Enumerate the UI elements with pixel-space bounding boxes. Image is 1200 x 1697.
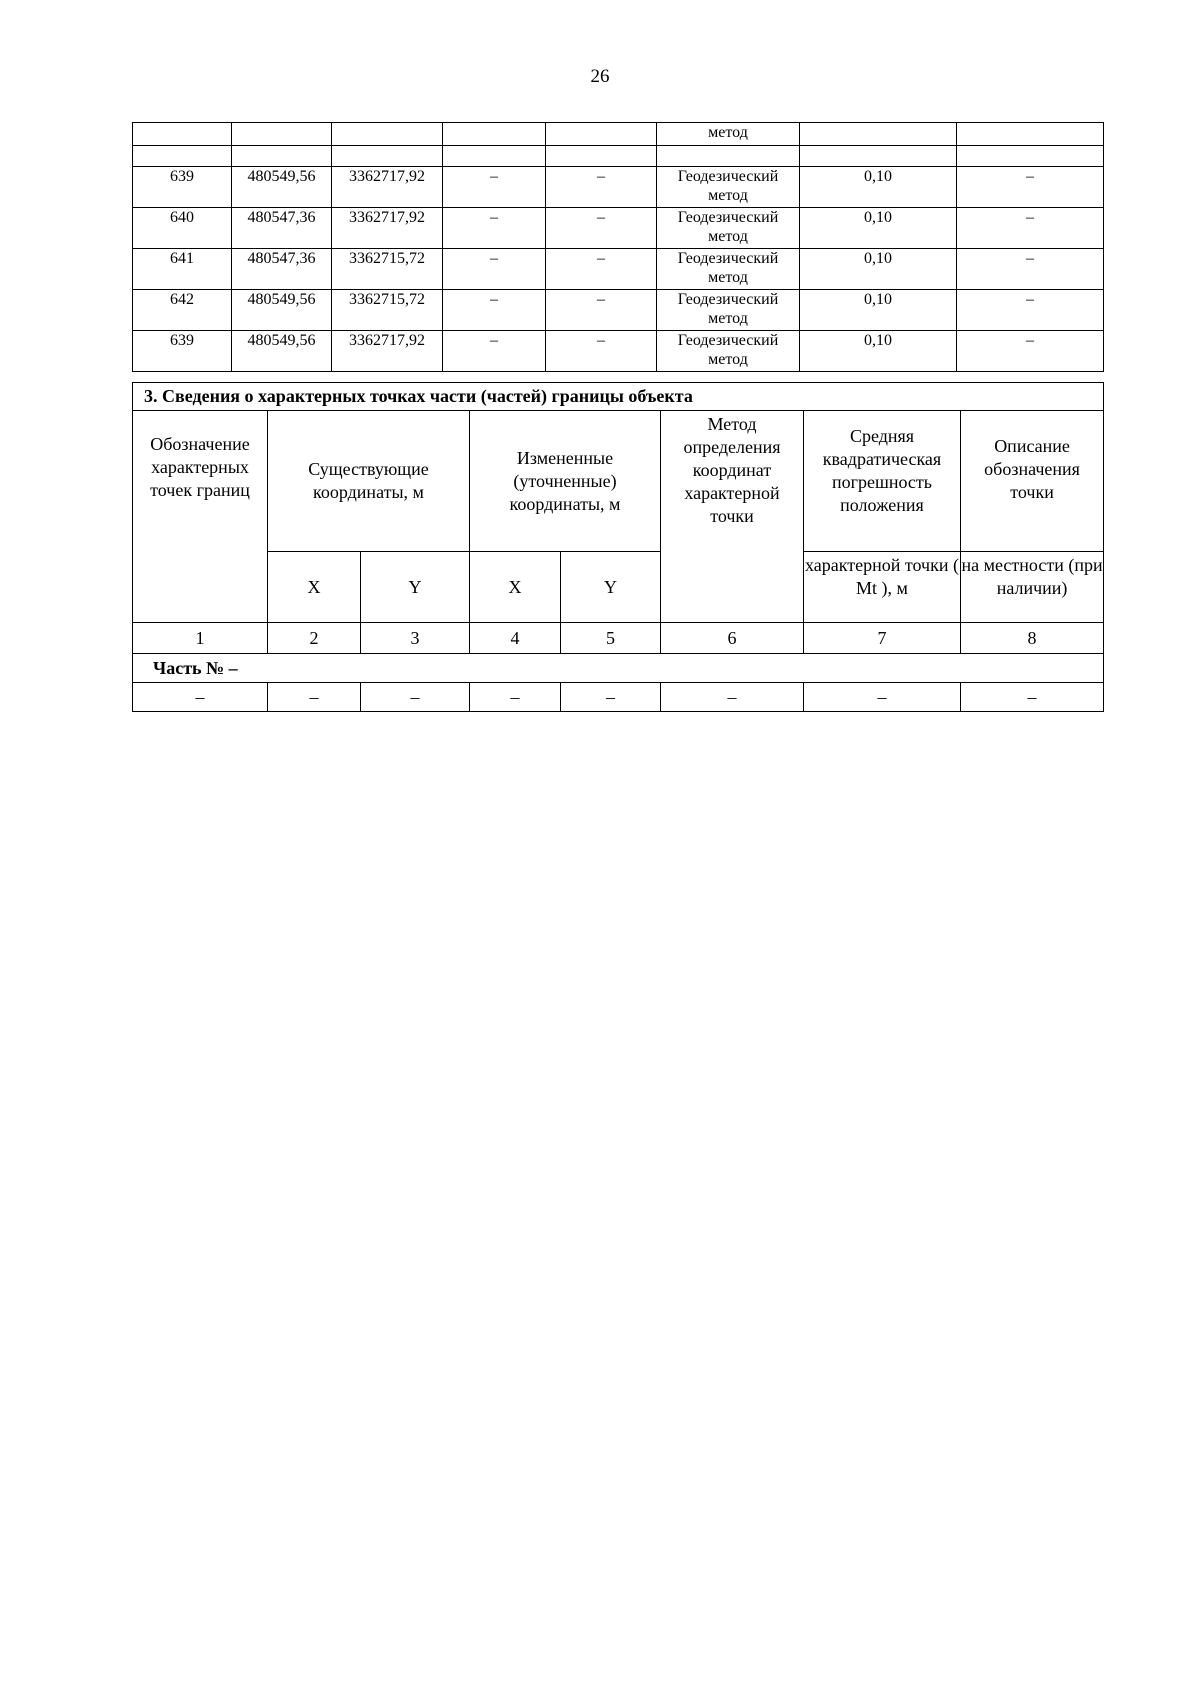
- page-number: 26: [590, 66, 610, 87]
- cell-x: 480547,36: [232, 208, 332, 249]
- table-row: [133, 208, 1104, 249]
- cell-point-number: 639: [133, 167, 232, 208]
- cell-x: 480549,56: [232, 167, 332, 208]
- cell-method-line-1: Геодезический: [677, 250, 779, 267]
- part-label: Часть № –: [133, 654, 1104, 683]
- table-row: [133, 683, 1104, 712]
- cell-method: [657, 331, 800, 372]
- column-number: 4: [470, 623, 561, 654]
- cell-description: –: [957, 249, 1104, 290]
- column-number: 6: [661, 623, 804, 654]
- cell-empty-value: –: [804, 683, 961, 712]
- header-y-changed: Y: [561, 552, 661, 623]
- cell-description: –: [957, 290, 1104, 331]
- cell-empty-value: –: [661, 683, 804, 712]
- cell-y: 3362715,72: [332, 290, 443, 331]
- cell-empty-value: –: [133, 683, 268, 712]
- header-y-existing: Y: [361, 552, 470, 623]
- header-existing-coords: Существующие координаты, м: [268, 411, 470, 552]
- header-mse-continued: характерной точки ( Mt ), м: [804, 552, 961, 623]
- column-number: 2: [268, 623, 361, 654]
- cell-empty-value: –: [561, 683, 661, 712]
- cell-mt: 0,10: [800, 249, 957, 290]
- cell-y: 3362717,92: [332, 167, 443, 208]
- header-description-continued: на местности (при наличии): [961, 552, 1104, 623]
- cell-y-changed: –: [546, 249, 657, 290]
- cell-mt: 0,10: [800, 167, 957, 208]
- cell-x-changed: –: [443, 167, 546, 208]
- cell-y: 3362715,72: [332, 249, 443, 290]
- column-number: 1: [133, 623, 268, 654]
- cell-empty-value: –: [268, 683, 361, 712]
- cell-y-changed: –: [546, 290, 657, 331]
- header-designation: Обозначение характерных точек границ: [133, 411, 268, 623]
- cell-method-line-2: метод: [708, 187, 748, 204]
- cell-x: 480549,56: [232, 290, 332, 331]
- cell-description: –: [957, 208, 1104, 249]
- header-method: Метод определения координат характерной точки: [661, 411, 804, 623]
- header-mse: Средняя квадратическая погрешность положения: [804, 411, 961, 552]
- cell-point-number: 642: [133, 290, 232, 331]
- header-x-existing: X: [268, 552, 361, 623]
- cell-x-changed: –: [443, 331, 546, 372]
- cell-y-changed: –: [546, 208, 657, 249]
- cell-x: 480549,56: [232, 331, 332, 372]
- cell-point-number: 641: [133, 249, 232, 290]
- cell-description: –: [957, 331, 1104, 372]
- column-numbers-row: [133, 623, 1104, 654]
- cell-method: [657, 290, 800, 331]
- cell-y-changed: –: [546, 167, 657, 208]
- cell-method-line-1: Геодезический: [677, 332, 779, 349]
- cell-x-changed: –: [443, 249, 546, 290]
- cell-method-line-1: Геодезический: [677, 168, 779, 185]
- cell-mt: 0,10: [800, 208, 957, 249]
- cell-mt: 0,10: [800, 290, 957, 331]
- cell-point-number: 639: [133, 331, 232, 372]
- cell-method-line-2: метод: [708, 269, 748, 286]
- column-number: 7: [804, 623, 961, 654]
- cell-method-line-2: метод: [708, 228, 748, 245]
- cell-empty-value: –: [361, 683, 470, 712]
- cell-method-continued: метод: [657, 123, 800, 146]
- header-description: Описание обозначения точки: [961, 411, 1104, 552]
- cell-method-line-1: Геодезический: [677, 291, 779, 308]
- cell-x-changed: –: [443, 208, 546, 249]
- column-number: 8: [961, 623, 1104, 654]
- cell-description: –: [957, 167, 1104, 208]
- table-row: [133, 167, 1104, 208]
- table-row: [133, 290, 1104, 331]
- coordinates-table-continued: [132, 122, 1104, 372]
- cell-x-changed: –: [443, 290, 546, 331]
- cell-method: [657, 249, 800, 290]
- cell-y: 3362717,92: [332, 208, 443, 249]
- table-row: [133, 146, 1104, 167]
- cell-empty-value: –: [470, 683, 561, 712]
- column-number: 5: [561, 623, 661, 654]
- table-row: [133, 249, 1104, 290]
- cell-y: 3362717,92: [332, 331, 443, 372]
- cell-empty-value: –: [961, 683, 1104, 712]
- cell-x: 480547,36: [232, 249, 332, 290]
- table-row: [133, 123, 1104, 146]
- cell-point-number: 640: [133, 208, 232, 249]
- cell-method-line-2: метод: [708, 310, 748, 327]
- header-changed-coords: Измененные (уточненные) координаты, м: [470, 411, 661, 552]
- cell-method: [657, 208, 800, 249]
- cell-method: [657, 167, 800, 208]
- section-title: 3. Сведения о характерных точках части (частей) границы объекта: [133, 383, 1104, 411]
- section-3-table: [132, 382, 1104, 712]
- column-number: 3: [361, 623, 470, 654]
- cell-method-line-1: Геодезический: [677, 209, 779, 226]
- cell-method-line-2: метод: [708, 351, 748, 368]
- cell-mt: 0,10: [800, 331, 957, 372]
- table-row: [133, 331, 1104, 372]
- cell-y-changed: –: [546, 331, 657, 372]
- header-x-changed: X: [470, 552, 561, 623]
